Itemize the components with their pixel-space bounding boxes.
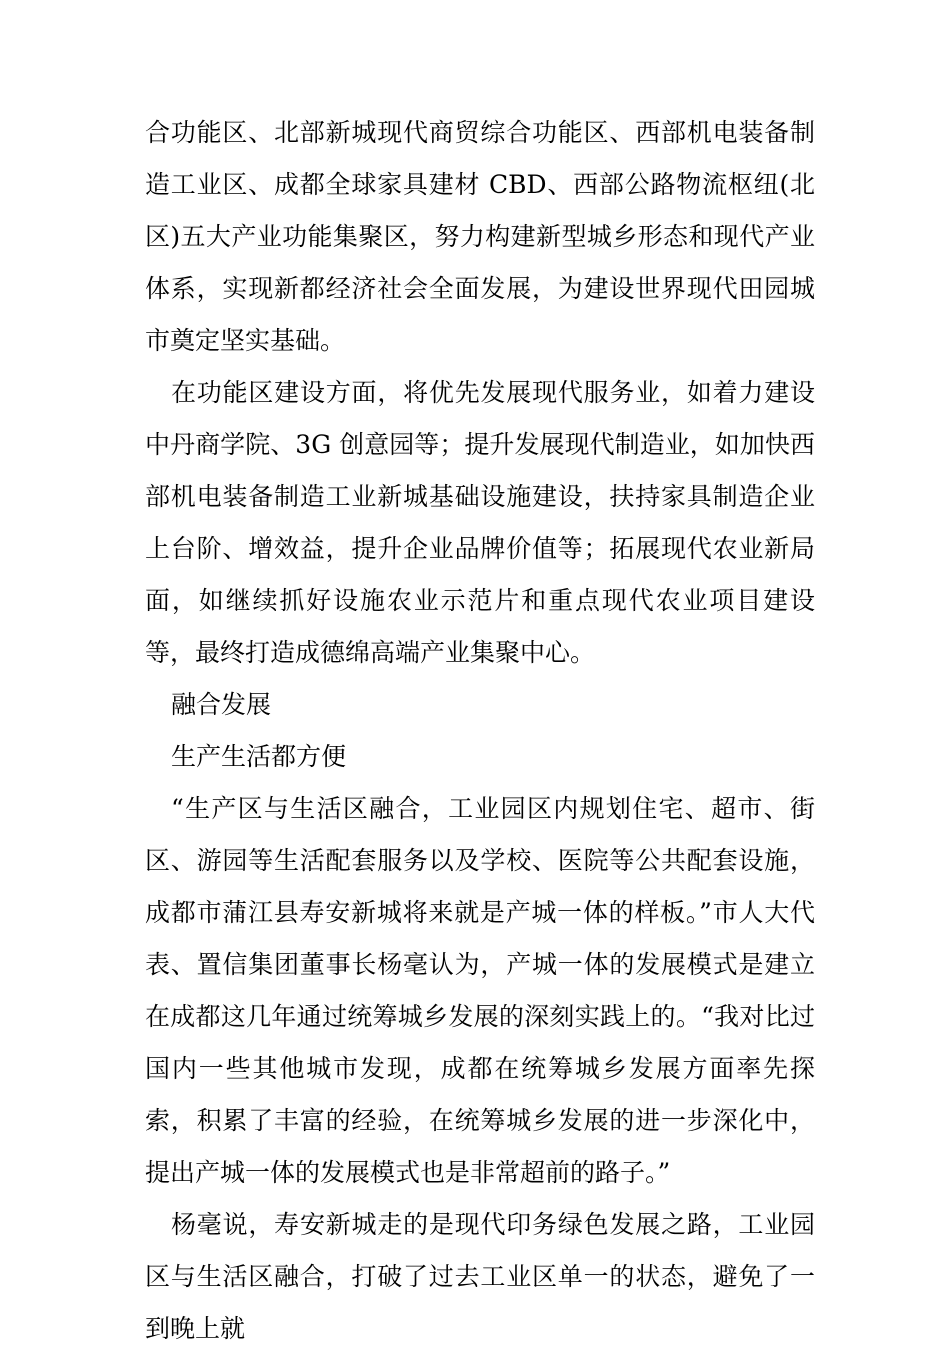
- paragraph-functional-zone-construction: 在功能区建设方面，将优先发展现代服务业，如着力建设中丹商学院、3G 创意园等；提升发展现代制造业，如加快西部机电装备制造工业新城基础设施建设，扶持家具制造企业上台阶、增效益，提升企业品牌价值等；拓展现代农业新局面，如继续抓好设施农业示范片和重点现代农业项目建设等，最终打造成德绵高端产业集聚中心。: [145, 378, 815, 667]
- document-body: [145, 107, 815, 1355]
- section-subheading-convenience: 生产生活都方便: [171, 742, 347, 771]
- paragraph-yang-says: 杨毫说，寿安新城走的是现代印务绿色发展之路，工业园区与生活区融合，打破了过去工业区单一的状态，避免了一到晚上就: [145, 1210, 815, 1343]
- paragraph-quote-yang: “生产区与生活区融合，工业园区内规划住宅、超市、街区、游园等生活配套服务以及学校、医院等公共配套设施，成都市蒲江县寿安新城将来就是产城一体的样板。”市人大代表、置信集团董事长杨毫认为，产城一体的发展模式是建立在成都这几年通过统筹城乡发展的深刻实践上的。“我对比过国内一些其他城市发现，成都在统筹城乡发展方面率先探索，积累了丰富的经验，在统筹城乡发展的进一步深化中，提出产城一体的发展模式也是非常超前的路子。”: [145, 794, 815, 1187]
- section-heading-integrated-development: 融合发展: [171, 690, 272, 719]
- paragraph-functional-zones: 合功能区、北部新城现代商贸综合功能区、西部机电装备制造工业区、成都全球家具建材 CBD、西部公路物流枢纽(北区)五大产业功能集聚区，努力构建新型城乡形态和现代产业体系，实现新都经济社会全面发展，为建设世界现代田园城市奠定坚实基础。: [145, 118, 815, 355]
